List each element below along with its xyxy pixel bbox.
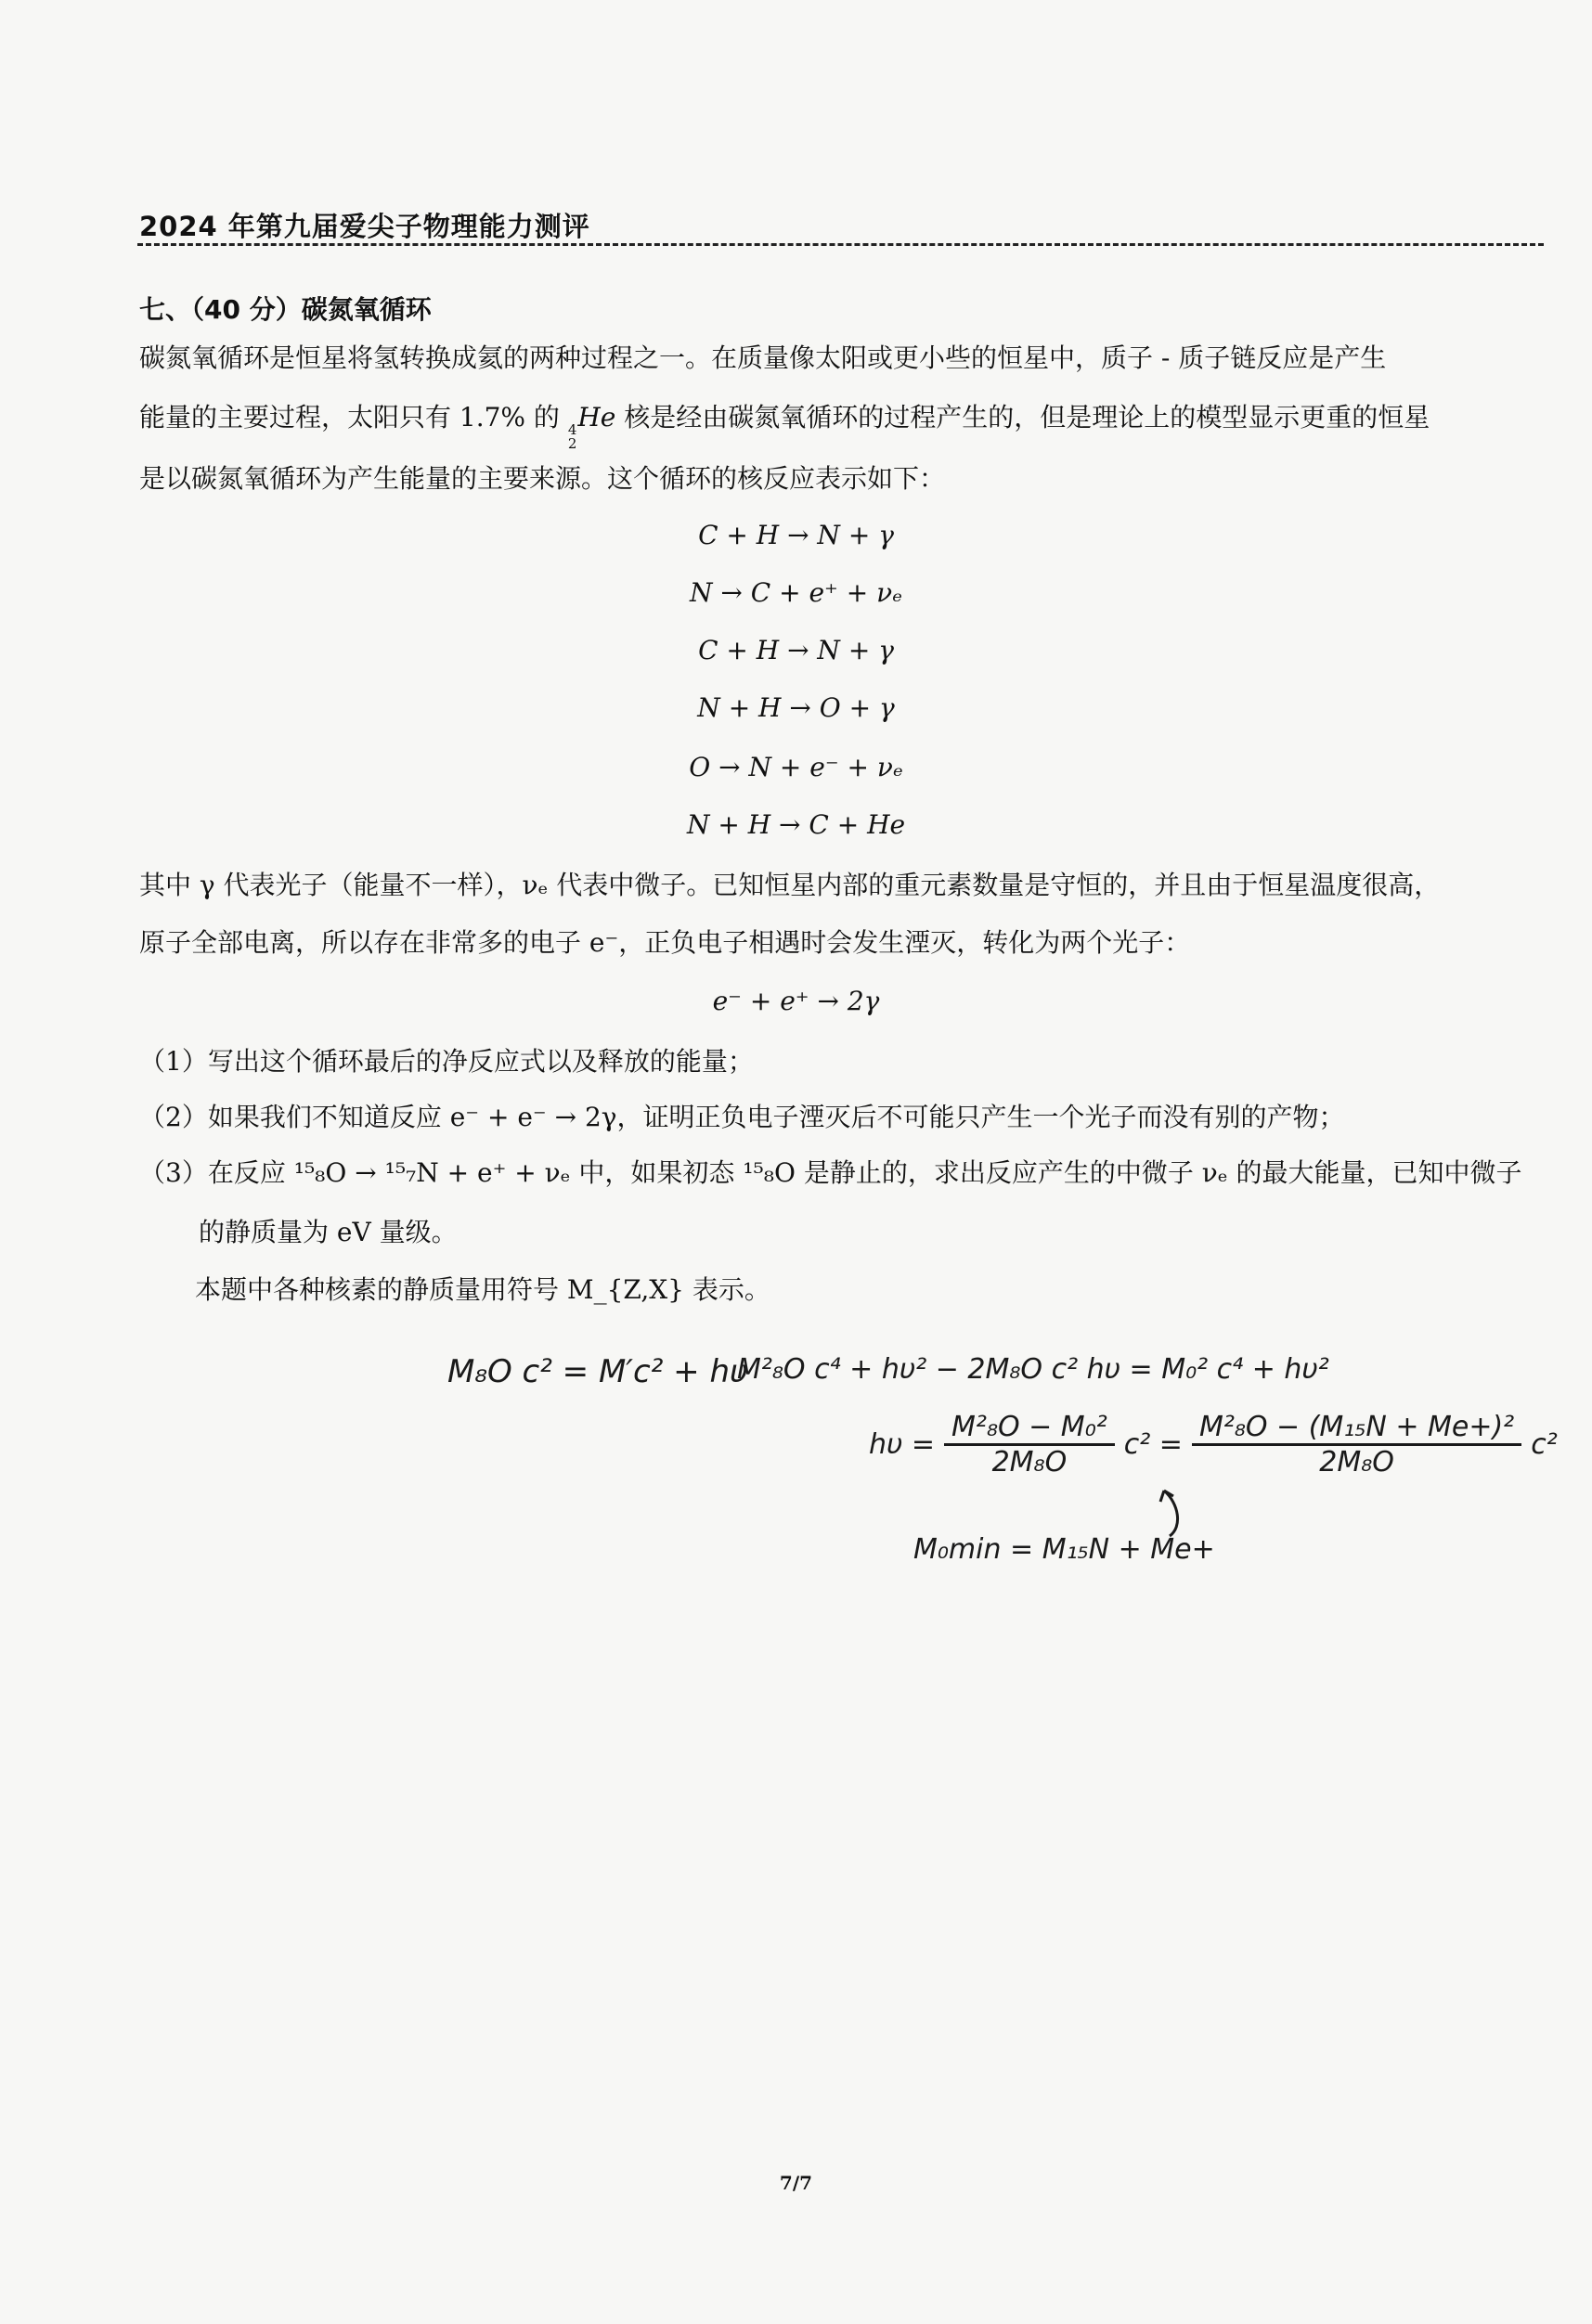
fraction-2-numerator: M²₈O − (M₁₅N + Me+)² bbox=[1192, 1411, 1521, 1446]
handwritten-line-2: M²₈O c⁴ + hυ² − 2M₈O c² hυ = M₀² c⁴ + hυ² bbox=[737, 1353, 1329, 1386]
fraction-1 bbox=[944, 1411, 1115, 1478]
notation-note: 本题中各种核素的静质量用符号 M_{Z,X} 表示。 bbox=[195, 1274, 770, 1305]
question-2: （2）如果我们不知道反应 e⁻ + e⁻ → 2γ，证明正负电子湮灭后不可能只产生一个光子而没有别的产物； bbox=[139, 1102, 1345, 1132]
fraction-2-denominator: 2M₈O bbox=[1319, 1446, 1394, 1478]
fraction-2 bbox=[1192, 1411, 1521, 1478]
question-3-line-1: （3）在反应 ¹⁵₈O → ¹⁵₇N + e⁺ + νₑ 中，如果初态 ¹⁵₈O 是静止的，求出反应产生的中微子 νₑ 的最大能量，已知中微子 bbox=[139, 1157, 1522, 1188]
intro-line-2 bbox=[139, 399, 1430, 452]
question-1: （1）写出这个循环最后的净反应式以及释放的能量； bbox=[139, 1046, 754, 1077]
question-3-line-2: 的静质量为 eV 量级。 bbox=[199, 1217, 458, 1247]
intro-line-3: 是以碳氮氧循环为产生能量的主要来源。这个循环的核反应表示如下： bbox=[139, 463, 946, 494]
intro-line-2-a: 能量的主要过程，太阳只有 1.7% 的 bbox=[139, 402, 568, 433]
he-isotope-label: 4 2 bbox=[567, 421, 577, 452]
header-divider bbox=[137, 243, 1544, 246]
reaction-6: N + H → C + He bbox=[686, 809, 906, 840]
trailing-c-squared: c² bbox=[1531, 1428, 1558, 1461]
reaction-5: O → N + e⁻ + νₑ bbox=[689, 752, 903, 782]
page-number: 7/7 bbox=[779, 2172, 813, 2194]
handwritten-line-3 bbox=[869, 1411, 1558, 1478]
exam-header-title: 2024 年第九届爱尖子物理能力测评 bbox=[139, 211, 590, 242]
helium-symbol: He bbox=[577, 402, 616, 433]
c-squared-equals: c² = bbox=[1123, 1428, 1183, 1461]
reaction-3: C + H → N + γ bbox=[698, 635, 894, 665]
reaction-4: N + H → O + γ bbox=[697, 692, 895, 723]
reaction-2: N → C + e⁺ + νₑ bbox=[690, 577, 902, 608]
handwritten-line-1: M₈O c² = M′c² + hυ bbox=[447, 1353, 748, 1390]
intro-line-1: 碳氮氧循环是恒星将氢转换成氦的两种过程之一。在质量像太阳或更小些的恒星中，质子 - 质子链反应是产生 bbox=[139, 342, 1387, 373]
fraction-1-denominator: 2M₈O bbox=[991, 1446, 1068, 1478]
handwritten-line-4: M₀min = M₁₅N + Me+ bbox=[913, 1533, 1215, 1566]
explanation-line-2: 原子全部电离，所以存在非常多的电子 e⁻，正负电子相遇时会发生湮灭，转化为两个光子： bbox=[139, 927, 1191, 958]
intro-line-2-c: 核是经由碳氮氧循环的过程产生的，但是理论上的模型显示更重的恒星 bbox=[615, 402, 1430, 433]
explanation-line-1: 其中 γ 代表光子（能量不一样），νₑ 代表中微子。已知恒星内部的重元素数量是守恒的，并且由于恒星温度很高， bbox=[139, 870, 1441, 900]
section-heading: 七、（40 分）碳氮氧循环 bbox=[139, 294, 432, 325]
annihilation-equation: e⁻ + e⁺ → 2γ bbox=[712, 986, 880, 1016]
fraction-1-numerator: M²₈O − M₀² bbox=[944, 1411, 1115, 1446]
hv-lhs: hυ = bbox=[869, 1428, 936, 1461]
curved-arrow-icon bbox=[1151, 1485, 1188, 1541]
reaction-1: C + H → N + γ bbox=[698, 520, 894, 550]
